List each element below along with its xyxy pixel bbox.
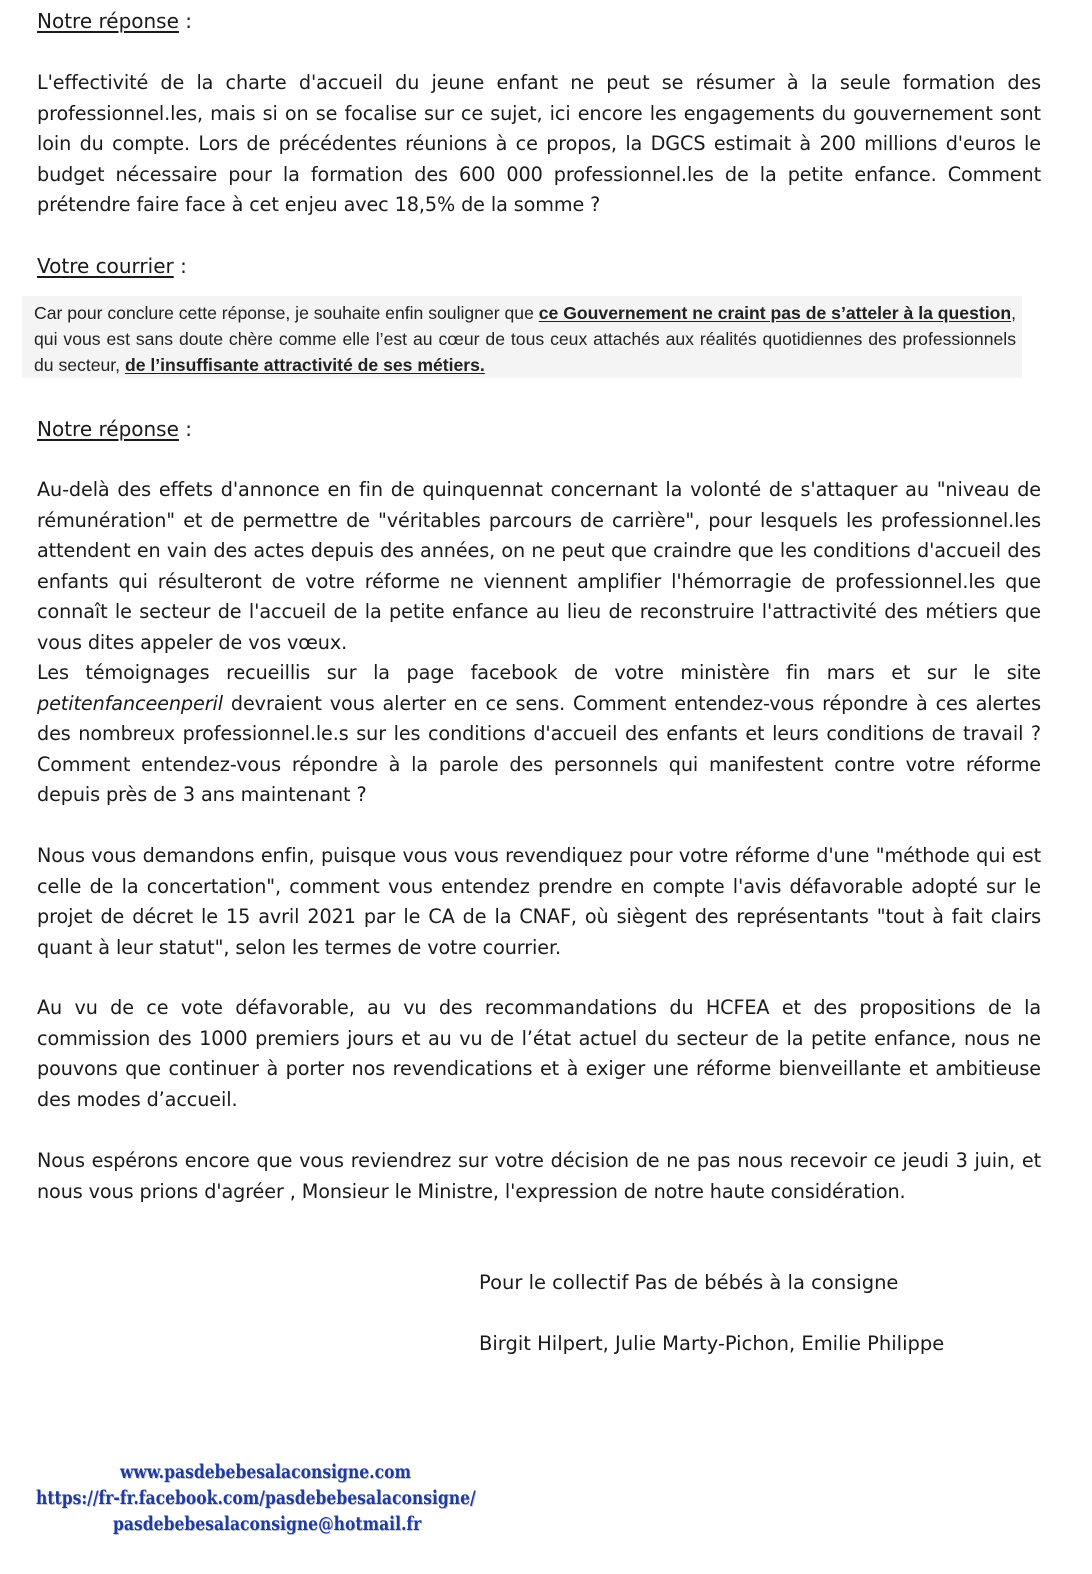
- response-paragraph-2: Au-delà des effets d'annonce en fin de quinquennat concernant la volonté de s'attaquer au "niveau de rémunération" et de permettre de "véritables parcours de carrière", pour lesquels les professionnel.les attendent en vain des actes depuis des années, on ne peut que craindre que les conditions d'accueil des enfants qui résulteront de votre réforme ne viennent amplifier l'hémorragie de professionnel.les que connaît le secteur de l'accueil de la petite enfance au lieu de reconstruire l'attractivité des métiers que vous dites appeler de vos vœux.: [37, 478, 1041, 654]
- signature-names: Birgit Hilpert, Julie Marty-Pichon, Emilie Philippe: [479, 1332, 945, 1355]
- section-label-letter: Votre courrier :: [37, 254, 187, 278]
- site-name: petitenfanceenperil: [37, 691, 223, 715]
- section-label-response-1: Notre réponse :: [37, 9, 193, 33]
- response-paragraph-4: Nous vous demandons enfin, puisque vous vous revendiquez pour votre réforme d'une "méthode qui est celle de la concertation", comment vous entendez prendre en compte l'avis défavorable adopté sur le projet de décret le 15 avril 2021 par le CA de la CNAF, où siègent des représentants "tout à fait clairs quant à leur statut", selon les termes de votre courrier.: [37, 844, 1041, 959]
- closing-paragraph: Nous espérons encore que vous reviendrez sur votre décision de ne pas nous recevoir ce jeudi 3 juin, et nous vous prions d'agréer , Monsieur le Ministre, l'expression de notre haute considération.: [37, 1149, 1041, 1203]
- quote-text: Car pour conclure cette réponse, je souhaite enfin souligner que ce Gouvernement ne craint pas de s’atteler à la question, qui vous est sans doute chère comme elle l’est au cœur de tous ceux attachés aux réalités quotidiennes des professionnels du secteur, de l’insuffisante attractivité de ses métiers.: [34, 303, 1016, 375]
- response-paragraph-1: L'effectivité de la charte d'accueil du jeune enfant ne peut se résumer à la seule formation des professionnel.les, mais si on se focalise sur ce sujet, ici encore les engagements du gouvernement sont loin du compte. Lors de précédentes réunions à ce propos, la DGCS estimait à 200 millions d'euros le budget nécessaire pour la formation des 600 000 professionnel.les de la petite enfance. Comment prétendre faire face à cet enjeu avec 18,5% de la somme ?: [37, 71, 1041, 216]
- footer-website-link[interactable]: www.pasdebebesalaconsigne.com: [120, 1461, 411, 1483]
- signature-collective: Pour le collectif Pas de bébés à la consigne: [479, 1271, 899, 1294]
- quoted-letter-excerpt: [22, 296, 1022, 378]
- section-label-response-2: Notre réponse :: [37, 417, 193, 441]
- footer-facebook-link[interactable]: https://fr-fr.facebook.com/pasdebebesalaconsigne/: [36, 1487, 476, 1509]
- response-paragraph-5: Au vu de ce vote défavorable, au vu des recommandations du HCFEA et des propositions de la commission des 1000 premiers jours et au vu de l’état actuel du secteur de la petite enfance, nous ne pouvons que continuer à porter nos revendications et à exiger une réforme bienveillante et ambitieuse des modes d’accueil.: [37, 996, 1041, 1111]
- quote-emphasis-1: ce Gouvernement ne craint pas de s’atteler à la question: [538, 303, 1012, 323]
- response-paragraph-3: Les témoignages recueillis sur la page facebook de votre ministère fin mars et sur le site petitenfanceenperil devraient vous alerter en ce sens. Comment entendez-vous répondre à ces alertes des nombreux professionnel.le.s sur les conditions d'accueil des enfants et leurs conditions de travail ? Comment entendez-vous répondre à la parole des personnels qui manifestent contre votre réforme depuis près de 3 ans maintenant ?: [37, 661, 1041, 806]
- quote-emphasis-2: de l’insuffisante attractivité de ses métiers.: [124, 355, 485, 375]
- footer-email-link[interactable]: pasdebebesalaconsigne@hotmail.fr: [113, 1513, 422, 1535]
